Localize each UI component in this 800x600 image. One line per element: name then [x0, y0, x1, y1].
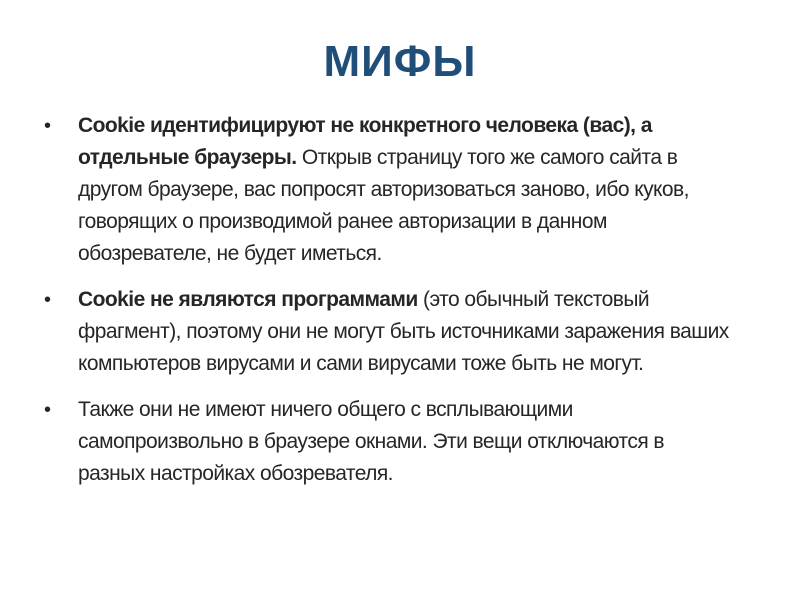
slide-title: МИФЫ [323, 37, 477, 86]
bullet-text: (это обычный текстовый фрагмент), поэтому они не могут быть источниками заражения ваших компьютеров вирусами и сами вирусами тоже быть не могут. [78, 288, 729, 375]
bullet-bold-text: Cookie идентифицируют не конкретного человека (вас), а отдельные браузеры. [78, 114, 652, 169]
bullet-item [44, 284, 734, 380]
bullet-item [44, 110, 734, 270]
bullet-bold-text: Cookie не являются программами [78, 288, 418, 311]
bullet-item [44, 394, 734, 490]
bullet-marker: • [44, 115, 51, 137]
bullet-text: Также они не имеют ничего общего с всплывающими самопроизвольно в браузере окнами. Эти вещи отключаются в разных настройках обозревателя. [78, 398, 665, 485]
bullet-marker: • [44, 399, 51, 421]
bullet-text: Открыв страницу того же самого сайта в другом браузере, вас попросят авторизоваться заново, ибо куков, говорящих о производимой ранее авторизации в данном обозревателе, не будет иметься. [78, 146, 689, 265]
bullet-marker: • [44, 289, 51, 311]
bullet-list [44, 110, 734, 504]
